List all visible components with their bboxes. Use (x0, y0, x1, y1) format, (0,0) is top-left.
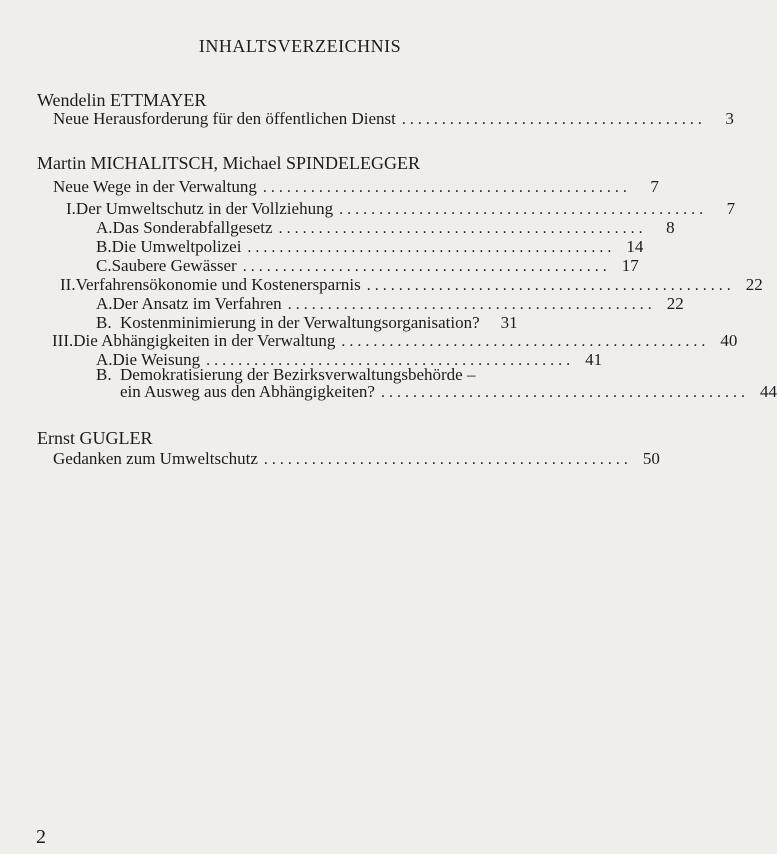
entry-label: B. (96, 365, 112, 384)
leader-dots: .............................................. (278, 220, 647, 237)
entry-label: A. (96, 294, 113, 313)
toc-entry[interactable] (53, 107, 734, 129)
entry-label: A. (96, 218, 113, 237)
entry-text: Saubere Gewässer (111, 256, 237, 275)
leader-dots: .............................................. (287, 296, 656, 313)
author-ettmayer: Wendelin ETTMAYER (37, 90, 207, 110)
leader-dots: .............................................. (206, 352, 575, 369)
entry-label: III. (52, 331, 74, 350)
entry-label: I. (66, 199, 76, 218)
entry-page: 44 (759, 382, 777, 401)
entry-page: 41 (585, 350, 603, 369)
toc-entry[interactable] (53, 175, 659, 197)
entry-text: Kostenminimierung in der Verwaltungsorganisation? (120, 313, 480, 332)
entry-text: Der Ansatz im Verfahren (112, 294, 282, 313)
entry-page: 14 (626, 237, 644, 256)
entry-page: 17 (621, 256, 639, 275)
leader-dots: .............................................. (242, 258, 611, 275)
entry-text: Gedanken zum Umweltschutz (53, 449, 258, 468)
entry-label: B. (96, 237, 112, 256)
entry-page: 50 (642, 449, 660, 468)
entry-page: 40 (720, 331, 738, 350)
entry-label: II. (60, 275, 76, 294)
entry-text: Verfahrensökonomie und Kostenersparnis (75, 275, 361, 294)
entry-page: 22 (666, 294, 684, 313)
leader-dots: .............................................. (263, 451, 632, 468)
entry-text: Das Sonderabfallgesetz (112, 218, 273, 237)
toc-entry[interactable] (120, 380, 777, 402)
leader-dots: .............................................. (262, 179, 631, 196)
entry-page: 31 (500, 313, 518, 332)
entry-label: C. (96, 256, 112, 275)
entry-label: A. (96, 350, 113, 369)
author-michalitsch-spindelegger: Martin MICHALITSCH, Michael SPINDELEGGER (37, 153, 420, 173)
toc-entry[interactable] (53, 447, 660, 469)
entry-text: ein Ausweg aus den Abhängigkeiten? (120, 382, 375, 401)
entry-text: Die Abhängigkeiten in der Verwaltung (73, 331, 336, 350)
leader-dots: .............................................. (341, 333, 710, 350)
leader-dots: ...................................... (401, 111, 706, 128)
leader-dots: .............................................. (366, 277, 735, 294)
toc-title: INHALTSVERZEICHNIS (198, 36, 402, 56)
leader-dots: .............................................. (339, 201, 708, 218)
entry-text: Der Umweltschutz in der Vollziehung (75, 199, 334, 218)
entry-text: Die Weisung (112, 350, 201, 369)
entry-page: 7 (650, 177, 659, 196)
entry-text: Neue Herausforderung für den öffentlichen Dienst (53, 109, 396, 128)
entry-page: 7 (726, 199, 736, 218)
leader-dots: .............................................. (380, 384, 749, 401)
entry-page: 3 (725, 109, 734, 128)
entry-page: 8 (666, 218, 675, 237)
author-gugler: Ernst GUGLER (37, 428, 153, 448)
entry-label: B. (96, 313, 112, 332)
page-number: 2 (36, 826, 46, 848)
entry-text: Neue Wege in der Verwaltung (53, 177, 257, 196)
entry-page: 22 (745, 275, 763, 294)
entry-text: Die Umweltpolizei (111, 237, 242, 256)
entry-text: Demokratisierung der Bezirksverwaltungsbehörde – (120, 365, 476, 384)
leader-dots: .............................................. (247, 239, 616, 256)
